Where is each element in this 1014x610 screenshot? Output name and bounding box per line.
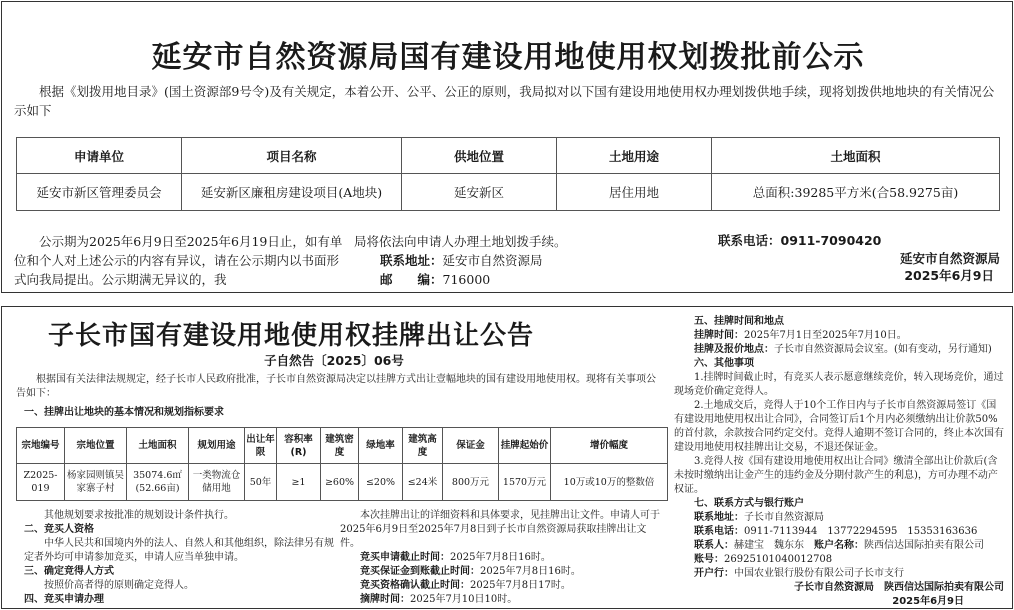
table-header: 挂牌起始价 (499, 428, 551, 464)
table-header: 宗地编号 (17, 428, 65, 464)
table-cell: 10万或10万的整数倍 (551, 464, 668, 501)
table-cell: 800万元 (443, 464, 499, 501)
table-header: 保证金 (443, 428, 499, 464)
table-cell: 总面积:39285平方米(合58.9275亩) (712, 174, 1000, 211)
account-number: 账号：26925101040012708 (694, 554, 833, 565)
table-cell: 50年 (245, 464, 277, 501)
section-heading: 五、挂牌时间和地点 (694, 316, 784, 327)
section-heading: 一、挂牌出让地块的基本情况和规划指标要求 (24, 407, 224, 418)
table-cell: 延安新区 (402, 174, 557, 211)
table-cell: ≥60% (321, 464, 359, 501)
paragraph: 其他规划要求按批准的规划设计条件执行。 (44, 510, 234, 521)
paragraph: 2.土地成交后，竞得人于10个工作日内与子长市自然资源局签订《国有建设用地使用权出让合同》，合同签订后1个月内必须缴纳出让价款50%的首付款，余款按合同约定交付。竞得人逾期不签订合同的，终止本次国有建设用地使用权挂牌出让交易，不退还保证金。 (674, 400, 1004, 453)
deadline-line: 竞买资格确认截止时间：2025年7月8日17时。 (360, 580, 571, 591)
issue-date: 2025年6月9日 (904, 268, 994, 283)
notice-intro: 根据国有关法律法规规定，经子长市人民政府批准，子长市自然资源局决定以挂牌方式出让壹幅地块的国有建设用地使用权。现将有关事项公告如下： (16, 374, 656, 399)
table-header: 容积率(R) (277, 428, 321, 464)
table-cell: 35074.6㎡(52.66亩) (127, 464, 189, 501)
contact-phone: 联系电话：0911-7090420 (718, 233, 882, 248)
listing-place: 挂牌及报价地点：子长市自然资源局会议室。(如有变动，另行通知) (694, 344, 992, 355)
contact-address: 联系地址：延安市自然资源局 (380, 253, 543, 268)
table-header: 土地面积 (127, 428, 189, 464)
table-cell: 延安市新区管理委员会 (17, 174, 182, 211)
table-cell: 一类物流仓储用地 (189, 464, 245, 501)
table-cell: ≤20% (359, 464, 403, 501)
table-header-row (17, 428, 668, 464)
table-header: 土地面积 (712, 138, 1000, 174)
document-number: 子自然告〔2025〕06号 (264, 353, 404, 368)
contact-address: 联系地址：子长市自然资源局 (694, 512, 824, 523)
table-row (17, 174, 1000, 211)
notice-continuation: 局将依法向申请人办理土地划拨手续。 (354, 234, 567, 249)
table-cell: ≥1 (277, 464, 321, 501)
table-header: 供地位置 (402, 138, 557, 174)
contact-person: 联系人：赫建宝 魏东东 账户名称：陕西信达国际拍卖有限公司 (694, 540, 984, 551)
deadline-line: 竞买申请截止时间：2025年7月8日16时。 (360, 552, 551, 563)
table-cell: 杨家园则镇吴家寨子村 (65, 464, 127, 501)
deadline-line: 摘牌时间：2025年7月10日10时。 (360, 594, 518, 605)
listing-time: 挂牌时间：2025年7月1日至2025年7月10日。 (694, 330, 907, 341)
paragraph: 3.竞得人按《国有建设用地使用权出让合同》缴清全部出让价款后(含未按时缴纳出让金产生的违约金及分期付款产生的利息)，方可办理不动产权证。 (674, 456, 998, 495)
table-header-row (17, 138, 1000, 174)
paragraph: 1.挂牌时间截止时，有竞买人表示愿意继续竞价，转入现场竞价，通过现场竞价确定竞得人。 (674, 372, 1004, 397)
table-cell: Z2025-019 (17, 464, 65, 501)
middle-column (340, 509, 666, 607)
table-cell: 居住用地 (557, 174, 712, 211)
contact-zip: 邮 编：716000 (380, 272, 491, 287)
table-header: 申请单位 (17, 138, 182, 174)
table-cell: 1570万元 (499, 464, 551, 501)
issuer-name: 延安市自然资源局 (899, 251, 1000, 266)
table-header: 建筑高度 (403, 428, 443, 464)
table-header: 增价幅度 (551, 428, 668, 464)
table-header: 规划用途 (189, 428, 245, 464)
left-column (24, 509, 334, 607)
deadline-line: 竞买保证金到账截止时间：2025年7月8日16时。 (360, 566, 581, 577)
parcel-table (16, 427, 668, 501)
listing-notice (1, 306, 1013, 609)
contact-phone: 联系电话：0911-7113944 13772294595 15353163636 (694, 526, 978, 537)
allocation-table (16, 137, 1000, 211)
table-header: 绿地率 (359, 428, 403, 464)
table-header: 土地用途 (557, 138, 712, 174)
paragraph: 中华人民共和国境内外的法人、自然人和其他组织，除法律另有规定者外均可申请参加竞买，申请人应当单独申请。 (24, 538, 334, 563)
table-row (17, 464, 668, 501)
bank-name: 开户行：中国农业银行股份有限公司子长市支行 (694, 568, 904, 579)
section-heading: 四、竞买申请办理 (24, 594, 104, 605)
notice-intro: 根据《划拨用地目录》(国土资源部9号令)及有关规定，本着公开、公平、公正的原则，我局拟对以下国有建设用地使用权办理划拨供地手续，现将划拨供地地块的有关情况公示如下 (14, 84, 995, 118)
notice-title: 延安市自然资源局国有建设用地使用权划拨批前公示 (151, 40, 865, 75)
table-header: 项目名称 (182, 138, 402, 174)
notice-period-text: 公示期为2025年6月9日至2025年6月19日止，如有单位和个人对上述公示的内容有异议，请在公示期内以书面形式向我局提出。公示期满无异议的，我 (14, 234, 343, 287)
table-header: 出让年限 (245, 428, 277, 464)
section-heading: 二、竞买人资格 (24, 524, 94, 535)
table-header: 建筑密度 (321, 428, 359, 464)
table-header: 宗地位置 (65, 428, 127, 464)
paragraph: 本次挂牌出让的详细资料和具体要求，见挂牌出让文件。申请人可于2025年6月9日至2025年7月8日到子长市自然资源局获取挂牌出让文件。 (340, 510, 660, 549)
issuer-names: 子长市自然资源局 陕西信达国际拍卖有限公司 (794, 582, 1004, 593)
contact-block (354, 232, 654, 289)
section-heading: 六、其他事项 (694, 358, 754, 369)
paragraph: 按照价高者得的原则确定竞得人。 (44, 580, 194, 591)
notice-title: 子长市国有建设用地使用权挂牌出让公告 (48, 321, 535, 351)
section-heading: 七、联系方式与银行账户 (694, 498, 804, 509)
table-cell: ≤24米 (403, 464, 443, 501)
table-cell: 延安新区廉租房建设项目(A地块) (182, 174, 402, 211)
allocation-notice (1, 1, 1013, 293)
issue-date: 2025年6月9日 (892, 596, 964, 607)
section-heading: 三、确定竞得人方式 (24, 566, 114, 577)
right-column (674, 315, 1004, 609)
